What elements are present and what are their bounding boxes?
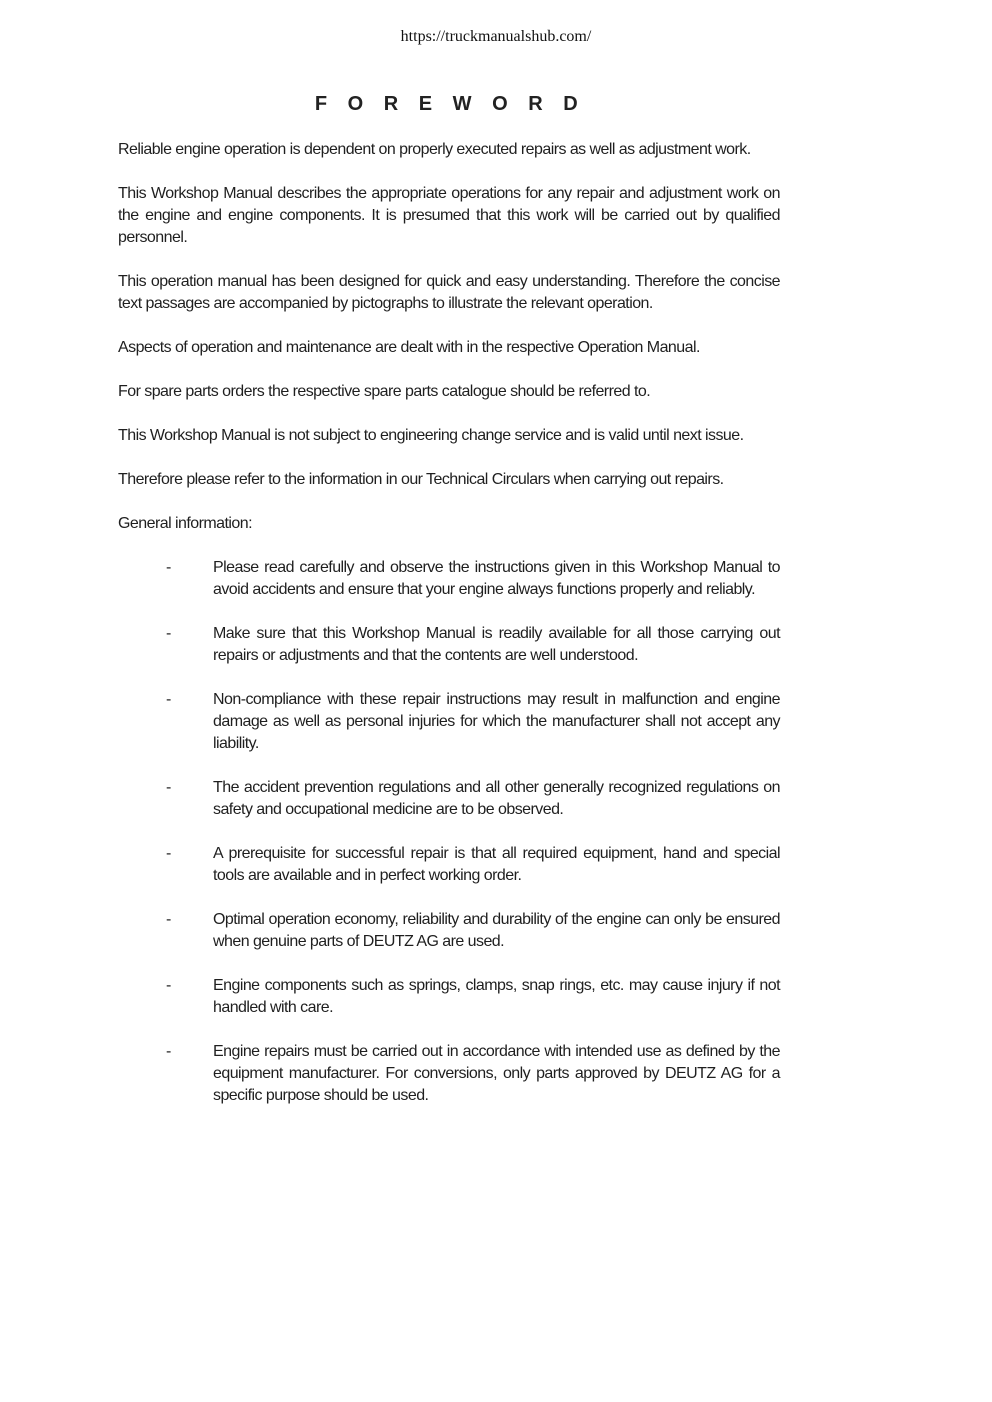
list-bullet-marker: - (166, 911, 171, 928)
page-title: F O R E W O R D (314, 93, 586, 115)
list-bullet-marker: - (166, 977, 171, 994)
general-information-list (118, 557, 780, 1107)
list-bullet-marker: - (166, 691, 171, 708)
list-item-text: The accident prevention regulations and all other generally recognized regulations on safety and occupational medicine are to be observed. (213, 779, 780, 818)
list-item (118, 843, 780, 887)
paragraph-change-service: This Workshop Manual is not subject to engineering change service and is valid until next issue. (118, 427, 744, 444)
list-item-text: Make sure that this Workshop Manual is readily available for all those carrying out repairs or adjustments and that the contents are well understood. (213, 625, 780, 664)
list-item-text: Please read carefully and observe the instructions given in this Workshop Manual to avoid accidents and ensure that your engine always functions properly and reliably. (213, 559, 780, 598)
paragraph-manual-design: This operation manual has been designed for quick and easy understanding. Therefore the concise text passages are accompanied by pictographs to illustrate the relevant operation. (118, 273, 780, 312)
list-item (118, 909, 780, 953)
list-item (118, 557, 780, 601)
list-item (118, 777, 780, 821)
list-item-text: Non-compliance with these repair instructions may result in malfunction and engine damage as well as personal injuries for which the manufacturer shall not accept any liability. (213, 691, 780, 752)
paragraph-spare-parts: For spare parts orders the respective spare parts catalogue should be referred to. (118, 383, 651, 400)
list-item-text: Engine repairs must be carried out in accordance with intended use as defined by the equipment manufacturer. For conversions, only parts approved by DEUTZ AG for a specific purpose should be used. (213, 1043, 780, 1104)
page-header-url: https://truckmanualshub.com/ (400, 28, 592, 45)
list-item (118, 689, 780, 755)
list-bullet-marker: - (166, 625, 171, 642)
list-bullet-marker: - (166, 559, 171, 576)
paragraph-manual-description: This Workshop Manual describes the appropriate operations for any repair and adjustment work on the engine and engine components. It is presumed that this work will be carried out by qualified personnel. (118, 185, 780, 246)
list-item-text: A prerequisite for successful repair is that all required equipment, hand and special tools are available and in perfect working order. (213, 845, 780, 884)
paragraph-operation-maintenance: Aspects of operation and maintenance are dealt with in the respective Operation Manual. (118, 339, 700, 356)
paragraph-reliable-operation: Reliable engine operation is dependent on properly executed repairs as well as adjustment work. (118, 141, 751, 158)
list-bullet-marker: - (166, 1043, 171, 1060)
list-item (118, 623, 780, 667)
list-bullet-marker: - (166, 779, 171, 796)
list-bullet-marker: - (166, 845, 171, 862)
list-item (118, 975, 780, 1019)
paragraph-general-information: General information: (118, 515, 252, 532)
list-item (118, 1041, 780, 1107)
list-item-text: Engine components such as springs, clamps, snap rings, etc. may cause injury if not handled with care. (213, 977, 780, 1016)
list-item-text: Optimal operation economy, reliability and durability of the engine can only be ensured when genuine parts of DEUTZ AG are used. (213, 911, 780, 950)
document-body (118, 139, 780, 1129)
paragraph-technical-circulars: Therefore please refer to the information in our Technical Circulars when carrying out repairs. (118, 471, 724, 488)
